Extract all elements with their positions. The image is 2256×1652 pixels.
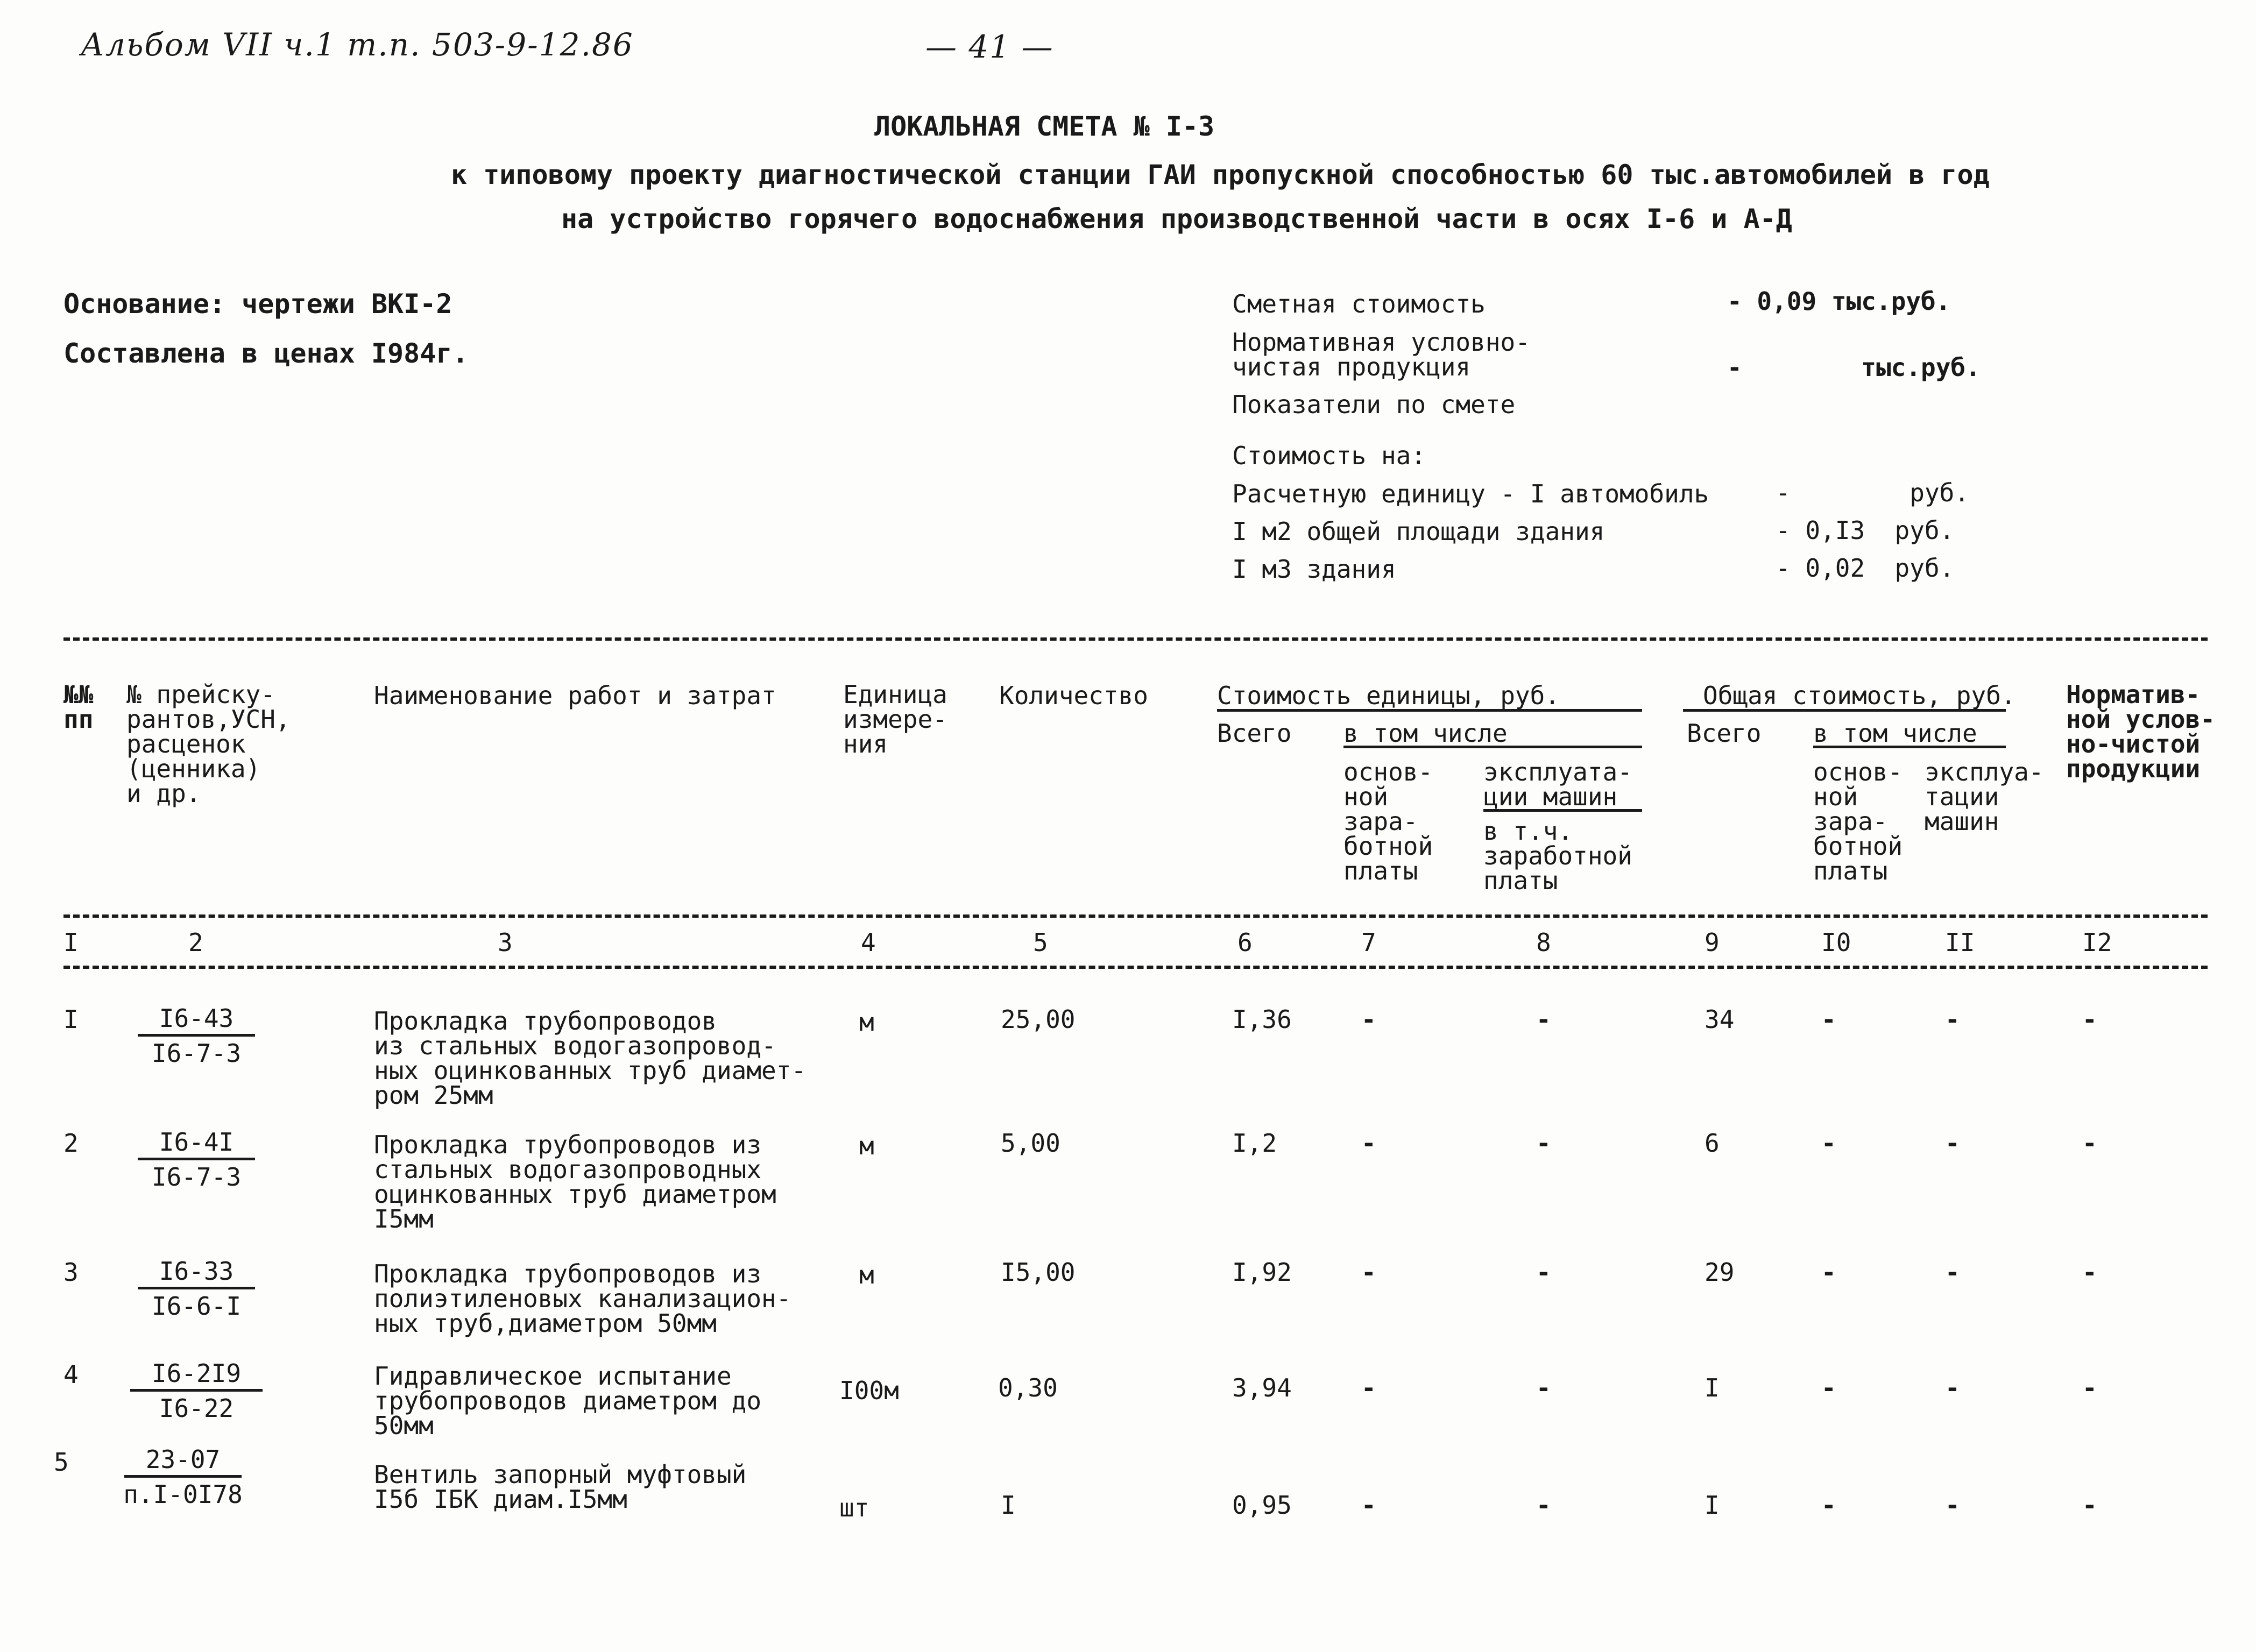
table-top-rule xyxy=(63,637,2208,641)
col-number-8: 8 xyxy=(1536,928,1551,957)
col-header-total-total: Всего xyxy=(1687,719,1762,748)
row3-number: 3 xyxy=(63,1258,79,1287)
row5-code-bottom: п.I-0I78 xyxy=(123,1480,243,1509)
row4-code-top: I6-2I9 xyxy=(130,1360,263,1392)
title-line-2: на устройство горячего водоснабжения производственной части в осях I-6 и А-Д xyxy=(561,203,1792,235)
row1-col10: - xyxy=(1821,1005,1836,1034)
row5-quantity: I xyxy=(1001,1491,1016,1520)
col-header-name: Наименование работ и затрат xyxy=(374,681,776,710)
col-header-unit-total: Всего xyxy=(1217,719,1292,748)
row4-total: I xyxy=(1705,1373,1720,1402)
basis-prices: Составлена в ценах I984г. xyxy=(63,338,469,369)
per-m2-label: I м2 общей площади здания xyxy=(1232,517,1605,546)
col-number-1: I xyxy=(63,928,79,957)
title-line-1: к типовому проекту диагностической станции ГАИ пропускной способностью 60 тыс.автомобилей в год xyxy=(451,159,1990,190)
col-header-unit-cost: Стоимость единицы, руб. xyxy=(1217,681,1560,710)
col-number-6: 6 xyxy=(1237,928,1253,957)
row3-code-top: I6-33 xyxy=(138,1258,255,1289)
row4-col7: - xyxy=(1361,1373,1376,1402)
col-header-unit-incl: в том числе xyxy=(1343,719,1508,748)
col-header-total-machines: эксплуа- тации машин xyxy=(1925,757,2044,836)
col-header-total-wage: основ- ной зара- ботной платы xyxy=(1813,757,1903,885)
col-header-quantity: Количество xyxy=(999,681,1148,710)
table-header-rule xyxy=(63,914,2208,918)
table-numbers-rule xyxy=(63,966,2208,969)
row3-col10: - xyxy=(1821,1258,1836,1287)
col-header-unit-wage: основ- ной зара- ботной платы xyxy=(1343,757,1433,885)
col-number-2: 2 xyxy=(188,928,203,957)
col-header-unit-machines: эксплуата- ции машин xyxy=(1483,757,1632,811)
col-header-number: №№ пп xyxy=(63,680,94,734)
row5-price: 0,95 xyxy=(1232,1491,1292,1520)
row5-col12: - xyxy=(2082,1491,2097,1520)
row2-quantity: 5,00 xyxy=(1001,1129,1060,1158)
document-title: ЛОКАЛЬНАЯ СМЕТА № I-3 xyxy=(874,111,1215,142)
row4-quantity: 0,30 xyxy=(998,1373,1058,1402)
row2-col12: - xyxy=(2082,1129,2097,1158)
row5-col7: - xyxy=(1361,1491,1376,1520)
row3-code xyxy=(116,1258,277,1320)
row1-col7: - xyxy=(1361,1005,1376,1034)
row1-col11: - xyxy=(1945,1005,1960,1034)
row3-col11: - xyxy=(1945,1258,1960,1287)
row1-price: I,36 xyxy=(1232,1005,1292,1034)
row2-code xyxy=(116,1129,277,1190)
row3-name: Прокладка трубопроводов из полиэтиленовых канализацион- ных труб,диаметром 50мм xyxy=(374,1259,791,1338)
row2-total: 6 xyxy=(1705,1129,1720,1158)
row2-code-bottom: I6-7-3 xyxy=(151,1162,242,1192)
row5-col8: - xyxy=(1536,1491,1551,1520)
col-number-4: 4 xyxy=(861,928,876,957)
row2-number: 2 xyxy=(63,1129,79,1158)
row3-unit: м xyxy=(859,1260,874,1289)
row1-unit: м xyxy=(859,1008,874,1037)
row2-price: I,2 xyxy=(1232,1129,1277,1158)
row3-col12: - xyxy=(2082,1258,2097,1287)
cost-per-label: Стоимость на: xyxy=(1232,441,1426,470)
row5-total: I xyxy=(1705,1491,1720,1520)
row1-code-bottom: I6-7-3 xyxy=(151,1039,242,1068)
row3-total: 29 xyxy=(1705,1258,1735,1287)
row5-col10: - xyxy=(1821,1491,1836,1520)
row3-price: I,92 xyxy=(1232,1258,1292,1287)
per-unit-label: Расчетную единицу - I автомобиль xyxy=(1232,479,1709,508)
per-m2-value: - 0,I3 руб. xyxy=(1776,516,1955,545)
unit-incl-underline xyxy=(1343,746,1642,748)
row1-number: I xyxy=(63,1005,79,1034)
col-number-3: 3 xyxy=(498,928,513,957)
row2-name: Прокладка трубопроводов из стальных водогазопроводных оцинкованных труб диаметром I5мм xyxy=(374,1130,776,1233)
col-header-norm-product: Норматив- ной услов- но-чистой продукции xyxy=(2066,680,2215,783)
row5-name: Вентиль запорный муфтовый I5б IБК диам.I5мм xyxy=(374,1460,747,1514)
row5-col11: - xyxy=(1945,1491,1960,1520)
col-header-pricelist: № прейску- рантов,УСН, расценок (ценника) и др. xyxy=(126,680,291,808)
col-header-unit: Единица измере- ния xyxy=(843,680,947,758)
total-incl-underline xyxy=(1813,746,2006,748)
row4-col12: - xyxy=(2082,1373,2097,1402)
row1-col12: - xyxy=(2082,1005,2097,1034)
norm-product-label: Нормативная условно- чистая продукция xyxy=(1232,328,1530,381)
row3-col7: - xyxy=(1361,1258,1376,1287)
row1-col8: - xyxy=(1536,1005,1551,1034)
unit-cost-underline xyxy=(1217,709,1642,712)
row5-number: 5 xyxy=(54,1448,69,1477)
row1-code xyxy=(116,1005,277,1067)
row2-col7: - xyxy=(1361,1129,1376,1158)
col-header-unit-mach-wage: в т.ч. заработной платы xyxy=(1483,817,1632,895)
row5-code-top: 23-07 xyxy=(124,1446,242,1478)
per-m3-value: - 0,02 руб. xyxy=(1776,554,1955,583)
row4-code-bottom: I6-22 xyxy=(159,1394,234,1423)
row1-code-top: I6-43 xyxy=(138,1005,255,1037)
col-number-12: I2 xyxy=(2082,928,2112,957)
norm-product-value: - тыс.руб. xyxy=(1727,353,1981,382)
col-header-total-cost: Общая стоимость, руб. xyxy=(1703,681,2016,710)
col-number-11: II xyxy=(1945,928,1975,957)
row4-code xyxy=(116,1360,277,1422)
total-cost-underline xyxy=(1683,709,2006,712)
row4-price: 3,94 xyxy=(1232,1373,1292,1402)
estimated-cost-value: - 0,09 тыс.руб. xyxy=(1727,287,1951,316)
row1-total: 34 xyxy=(1705,1005,1735,1034)
basis-drawings: Основание: чертежи ВКI-2 xyxy=(63,288,452,320)
row3-code-bottom: I6-6-I xyxy=(151,1292,242,1321)
unit-mach-underline xyxy=(1483,809,1642,812)
estimated-cost-label: Сметная стоимость xyxy=(1232,289,1486,318)
row4-number: 4 xyxy=(63,1360,79,1389)
col-header-total-incl: в том числе xyxy=(1813,719,1977,748)
per-unit-value: - руб. xyxy=(1776,478,1970,507)
row4-unit: I00м xyxy=(839,1376,899,1405)
col-number-10: I0 xyxy=(1821,928,1851,957)
row4-name: Гидравлическое испытание трубопроводов диаметром до 50мм xyxy=(374,1362,762,1440)
row4-col11: - xyxy=(1945,1373,1960,1402)
row3-quantity: I5,00 xyxy=(1001,1258,1076,1287)
per-m3-label: I м3 здания xyxy=(1232,555,1396,584)
indicators-label: Показатели по смете xyxy=(1232,390,1516,419)
page-number: — 41 — xyxy=(925,29,1054,65)
album-reference: Альбом VII ч.1 т.п. 503-9-12.86 xyxy=(81,26,634,63)
row4-col8: - xyxy=(1536,1373,1551,1402)
col-number-7: 7 xyxy=(1361,928,1376,957)
row4-col10: - xyxy=(1821,1373,1836,1402)
row3-col8: - xyxy=(1536,1258,1551,1287)
col-number-9: 9 xyxy=(1705,928,1720,957)
row5-unit: шт xyxy=(839,1493,869,1522)
row2-unit: м xyxy=(859,1131,874,1160)
row1-quantity: 25,00 xyxy=(1001,1005,1076,1034)
row5-code xyxy=(102,1446,264,1508)
row2-col8: - xyxy=(1536,1129,1551,1158)
row2-col10: - xyxy=(1821,1129,1836,1158)
row2-code-top: I6-4I xyxy=(138,1129,255,1160)
col-number-5: 5 xyxy=(1033,928,1048,957)
row2-col11: - xyxy=(1945,1129,1960,1158)
row1-name: Прокладка трубопроводов из стальных водогазопровод- ных оцинкованных труб диамет- ром 25мм xyxy=(374,1006,807,1110)
